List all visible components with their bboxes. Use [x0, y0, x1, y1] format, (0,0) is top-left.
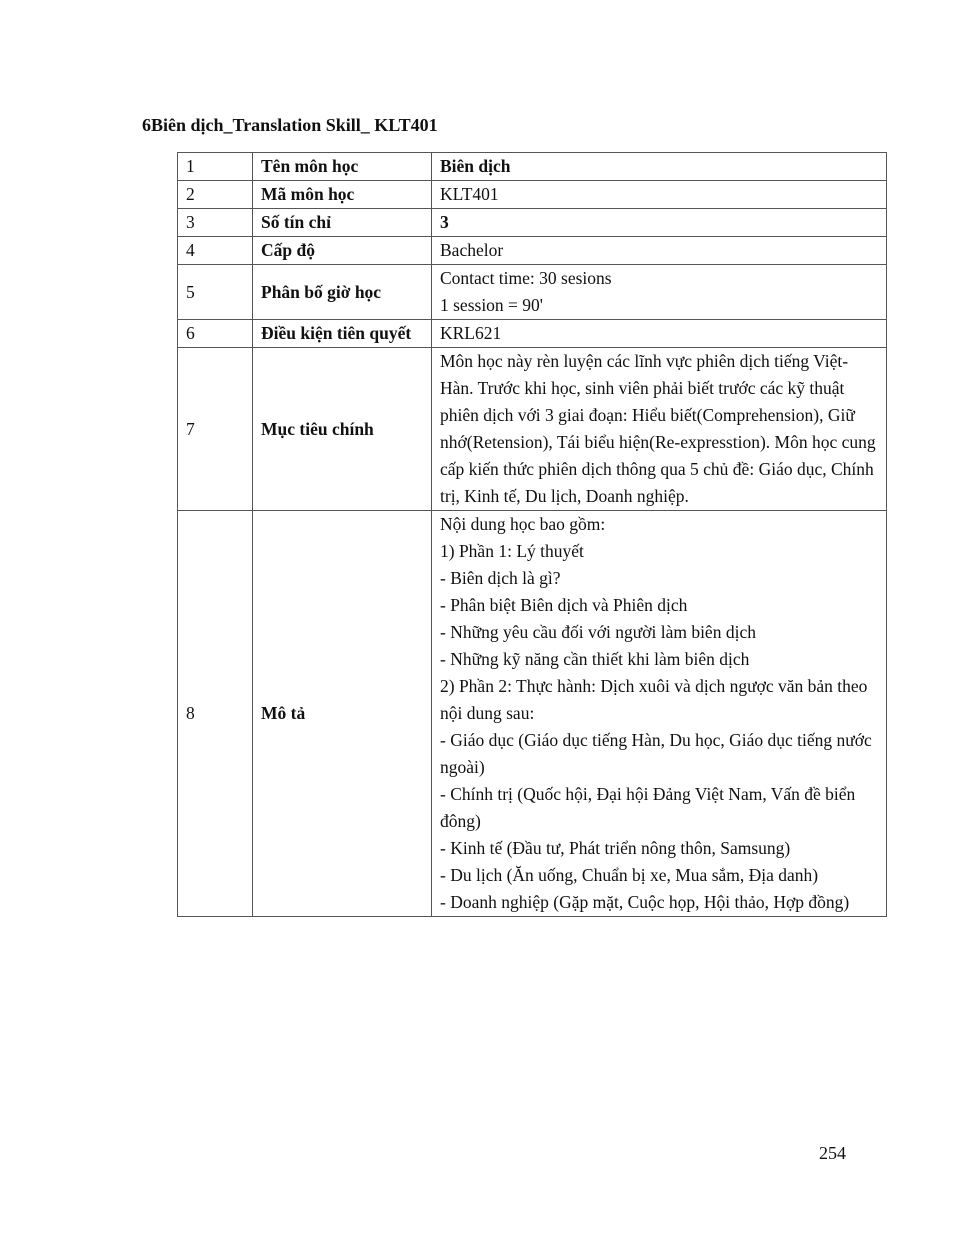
row-value: Biên dịch [432, 153, 887, 181]
value-line: 1) Phần 1: Lý thuyết [440, 541, 584, 561]
row-number: 7 [178, 348, 253, 511]
row-number: 3 [178, 209, 253, 237]
row-number: 8 [178, 511, 253, 917]
row-number: 1 [178, 153, 253, 181]
table-row [178, 153, 887, 181]
row-number: 5 [178, 265, 253, 320]
value-line: - Giáo dục (Giáo dục tiếng Hàn, Du học, Giáo dục tiếng nước ngoài) [440, 730, 872, 777]
row-value: Bachelor [432, 237, 887, 265]
row-number: 6 [178, 320, 253, 348]
row-value [432, 265, 887, 320]
value-line: - Du lịch (Ăn uống, Chuẩn bị xe, Mua sắm, Địa danh) [440, 865, 819, 885]
row-label: Phân bố giờ học [253, 265, 432, 320]
table-row [178, 348, 887, 511]
row-value [432, 511, 887, 917]
value-line: - Doanh nghiệp (Gặp mặt, Cuộc họp, Hội thảo, Hợp đồng) [440, 892, 850, 912]
row-label: Cấp độ [253, 237, 432, 265]
document-heading: 6Biên dịch_Translation Skill_ KLT401 [142, 115, 438, 135]
row-label: Điều kiện tiên quyết [253, 320, 432, 348]
value-line: 1 session = 90' [440, 295, 543, 315]
page-number: 254 [819, 1143, 846, 1163]
row-value: KLT401 [432, 181, 887, 209]
row-label: Số tín chỉ [253, 209, 432, 237]
row-number: 2 [178, 181, 253, 209]
row-value: 3 [432, 209, 887, 237]
row-number: 4 [178, 237, 253, 265]
table-row [178, 265, 887, 320]
value-line: - Phân biệt Biên dịch và Phiên dịch [440, 595, 688, 615]
value-line: Contact time: 30 sesions [440, 268, 612, 288]
value-line: 2) Phần 2: Thực hành: Dịch xuôi và dịch ngược văn bản theo nội dung sau: [440, 676, 868, 723]
row-label: Mô tả [253, 511, 432, 917]
row-label: Tên môn học [253, 153, 432, 181]
course-info-table [177, 152, 887, 917]
table-row [178, 511, 887, 917]
row-label: Mã môn học [253, 181, 432, 209]
table-row [178, 237, 887, 265]
value-line: Nội dung học bao gồm: [440, 514, 606, 534]
row-value: KRL621 [432, 320, 887, 348]
value-line: - Những yêu cầu đối với người làm biên dịch [440, 622, 756, 642]
table-row [178, 320, 887, 348]
row-value: Môn học này rèn luyện các lĩnh vực phiên dịch tiếng Việt-Hàn. Trước khi học, sinh viên phải biết trước các kỹ thuật phiên dịch với 3 giai đoạn: Hiểu biết(Comprehension), Giữ nhớ(Retension), Tái biểu hiện(Re-expresstion). Môn học cung cấp kiến thức phiên dịch thông qua 5 chủ đề: Giáo dục, Chính trị, Kinh tế, Du lịch, Doanh nghiệp. [432, 348, 887, 511]
value-line: - Biên dịch là gì? [440, 568, 561, 588]
value-line: - Những kỹ năng cần thiết khi làm biên dịch [440, 649, 750, 669]
value-line: - Chính trị (Quốc hội, Đại hội Đảng Việt Nam, Vấn đề biển đông) [440, 784, 856, 831]
row-label: Mục tiêu chính [253, 348, 432, 511]
value-line: - Kinh tế (Đầu tư, Phát triển nông thôn, Samsung) [440, 838, 791, 858]
table-row [178, 181, 887, 209]
table-row [178, 209, 887, 237]
